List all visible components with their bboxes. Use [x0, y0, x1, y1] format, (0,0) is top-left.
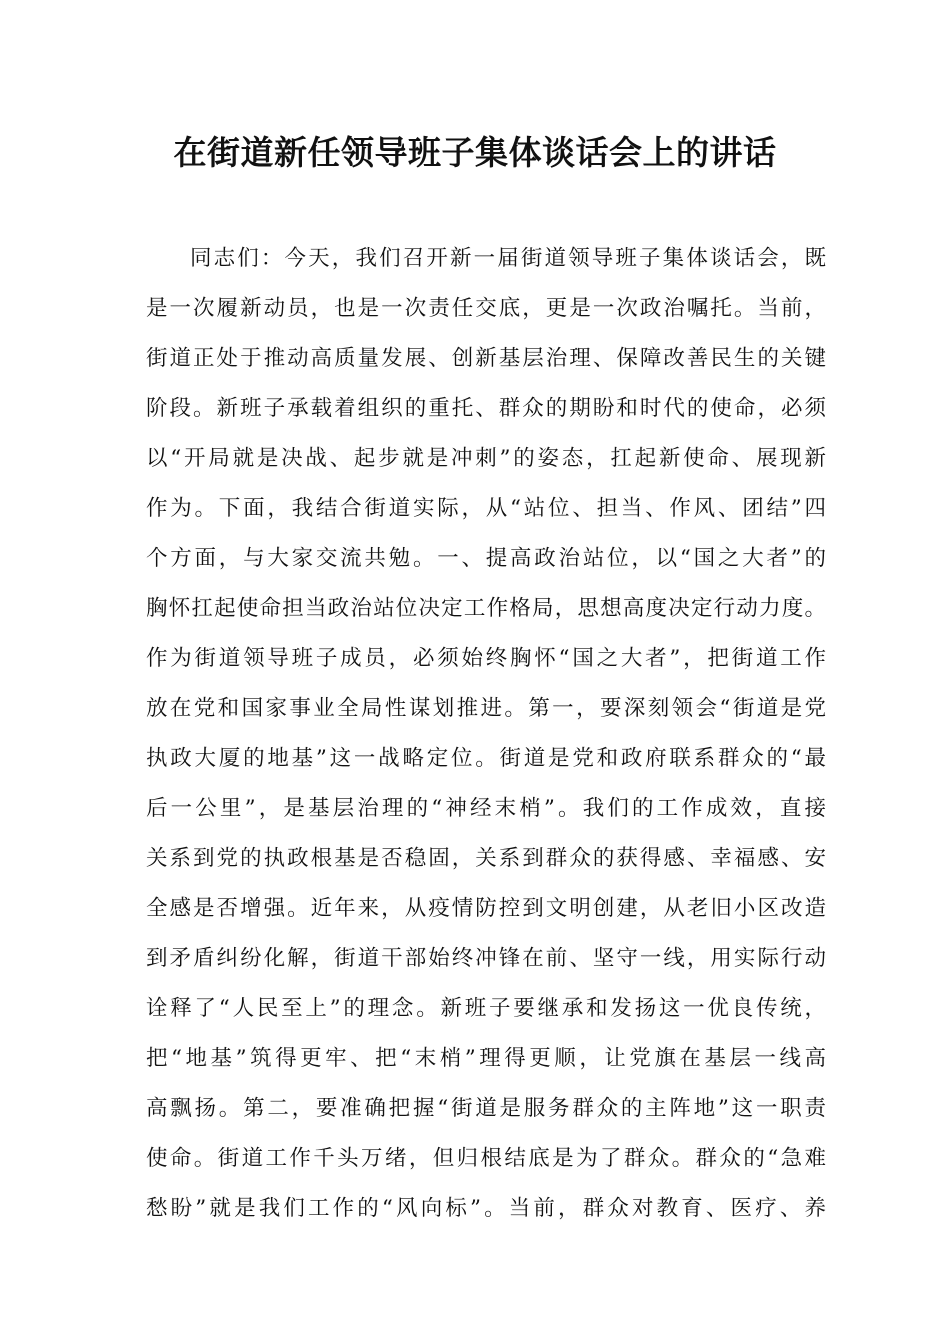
- paragraph-line: 全感是否增强。近年来，从疫情防控到文明创建，从老旧小区改造: [146, 896, 826, 921]
- paragraph-line: 愁盼”就是我们工作的“风向标”。当前，群众对教育、医疗、养: [146, 1196, 826, 1221]
- paragraph-line: 后一公里”，是基层治理的“神经末梢”。我们的工作成效，直接: [146, 796, 826, 821]
- document-body: [146, 234, 826, 1234]
- paragraph-line: 放在党和国家事业全局性谋划推进。第一，要深刻领会“街道是党: [146, 696, 826, 721]
- paragraph-line: 执政大厦的地基”这一战略定位。街道是党和政府联系群众的“最: [146, 746, 826, 771]
- paragraph-line: 街道正处于推动高质量发展、创新基层治理、保障改善民生的关键: [146, 346, 826, 371]
- paragraph-line: 诠释了“人民至上”的理念。新班子要继承和发扬这一优良传统，: [146, 996, 826, 1021]
- paragraph-line: 把“地基”筑得更牢、把“末梢”理得更顺，让党旗在基层一线高: [146, 1046, 826, 1071]
- document-title: 在街道新任领导班子集体谈话会上的讲话: [173, 133, 777, 172]
- paragraph-line: 到矛盾纠纷化解，街道干部始终冲锋在前、坚守一线，用实际行动: [146, 946, 826, 971]
- paragraph-line: 作为街道领导班子成员，必须始终胸怀“国之大者”，把街道工作: [146, 646, 826, 671]
- paragraph-line: 使命。街道工作千头万绪，但归根结底是为了群众。群众的“急难: [146, 1146, 826, 1171]
- paragraph-line: 关系到党的执政根基是否稳固，关系到群众的获得感、幸福感、安: [146, 846, 826, 871]
- paragraph-line: 以“开局就是决战、起步就是冲刺”的姿态，扛起新使命、展现新: [146, 446, 826, 471]
- paragraph-line: 胸怀扛起使命担当政治站位决定工作格局，思想高度决定行动力度。: [146, 596, 826, 621]
- paragraph-line: 高飘扬。第二，要准确把握“街道是服务群众的主阵地”这一职责: [146, 1096, 826, 1121]
- paragraph-line: 同志们：今天，我们召开新一届街道领导班子集体谈话会，既: [190, 246, 826, 271]
- paragraph-line: 是一次履新动员，也是一次责任交底，更是一次政治嘱托。当前，: [146, 296, 826, 321]
- paragraph-line: 个方面，与大家交流共勉。一、提高政治站位，以“国之大者”的: [146, 546, 826, 571]
- paragraph-line: 阶段。新班子承载着组织的重托、群众的期盼和时代的使命，必须: [146, 396, 826, 421]
- paragraph-line: 作为。下面，我结合街道实际，从“站位、担当、作风、团结”四: [146, 496, 826, 521]
